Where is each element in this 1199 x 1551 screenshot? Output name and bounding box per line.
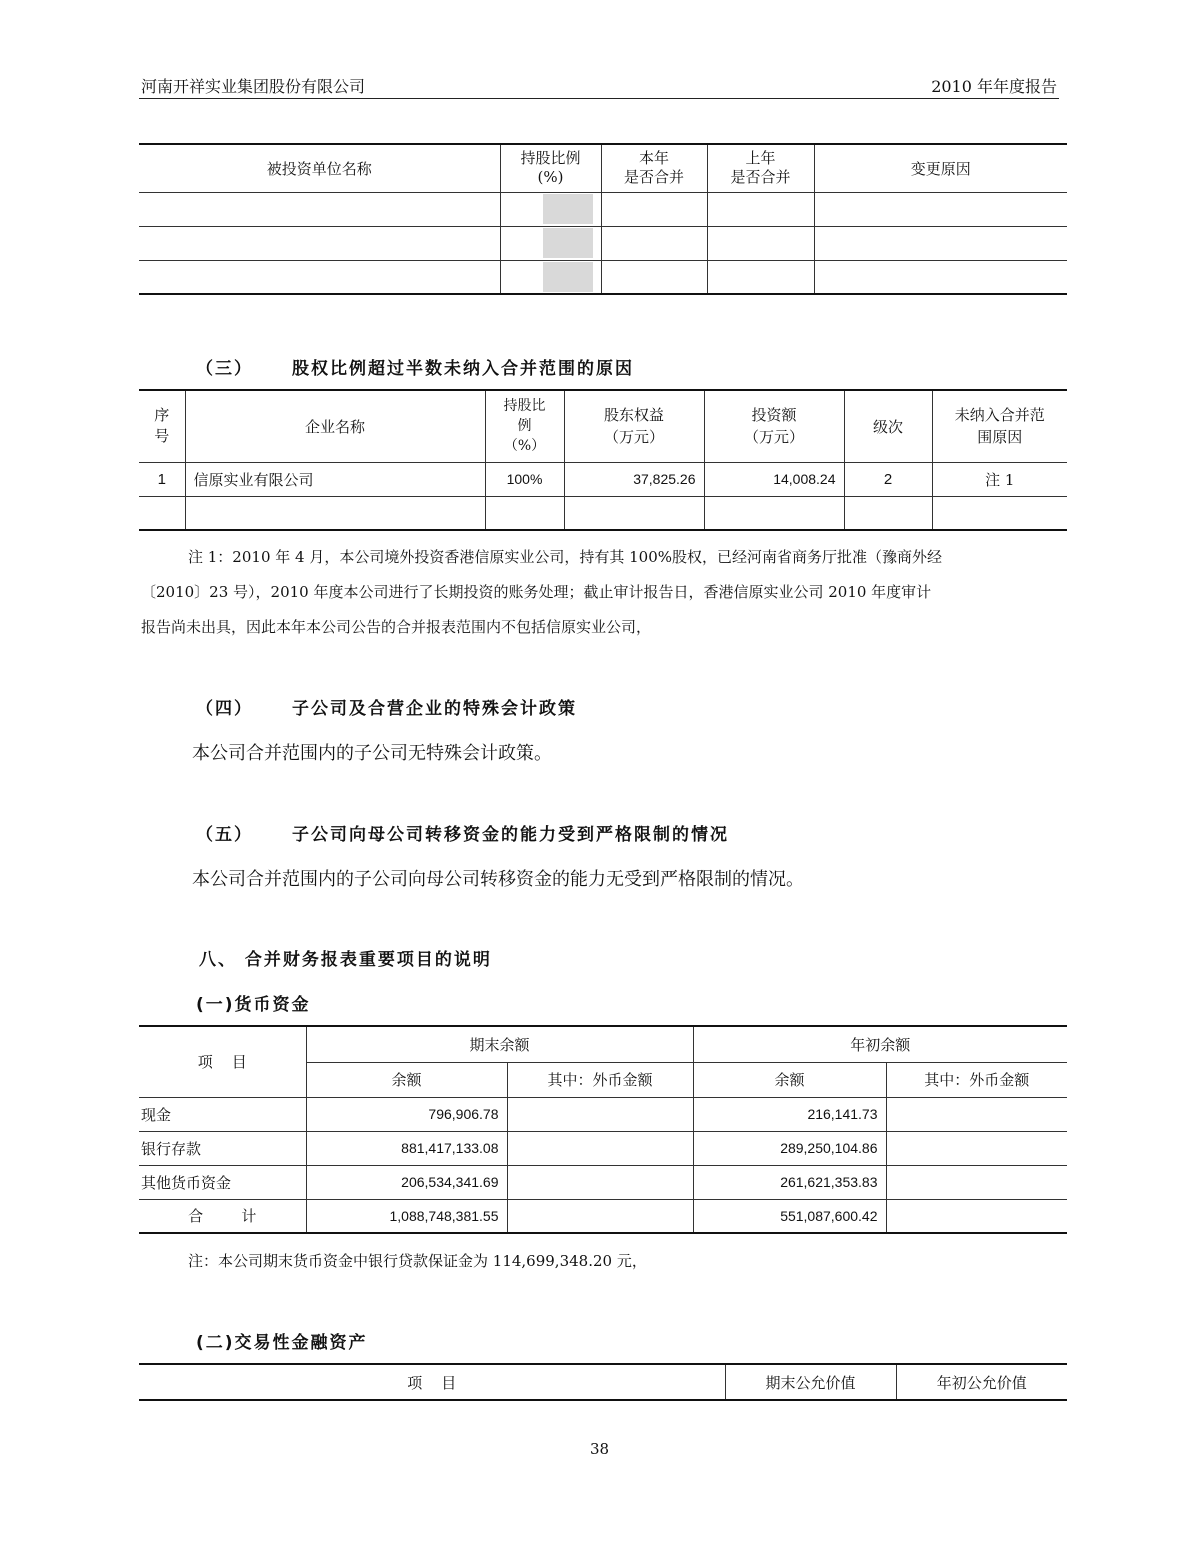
cash-table <box>139 1025 1067 1234</box>
header-divider <box>139 98 1059 99</box>
note1-line2: 〔2010〕23 号），2010 年度本公司进行了长期投资的账务处理；截止审计报告日，香港信原实业公司 2010 年度审计 <box>141 583 932 601</box>
table-row <box>139 496 1067 530</box>
table-row <box>139 1131 1067 1165</box>
cell-level: 2 <box>844 462 932 496</box>
col-header-this-year: 本年 是否合并 <box>601 144 707 192</box>
header-report-title: 2010 年年度报告 <box>931 77 1057 96</box>
shaded-cell <box>543 228 593 258</box>
col-header-begin-balance: 余额 <box>693 1062 886 1097</box>
col-header-reason: 变更原因 <box>814 144 1067 192</box>
cash-note: 注：本公司期末货币资金中银行贷款保证金为 114,699,348.20 元， <box>188 1252 647 1270</box>
table-row <box>139 462 1067 496</box>
col-header-item: 项 目 <box>139 1364 725 1400</box>
note1-line3: 报告尚未出具，因此本年本公司公告的合并报表范围内不包括信原实业公司， <box>141 618 652 636</box>
section8-sub1-title: (一)货币资金 <box>196 995 311 1015</box>
cell-begin-balance: 289,250,104.86 <box>693 1131 886 1165</box>
section3-number: （三） <box>196 359 253 379</box>
table-row-total <box>139 1199 1067 1233</box>
col-header-ratio: 持股比 例 （%） <box>485 390 564 462</box>
cell-equity: 37,825.26 <box>564 462 704 496</box>
section5-number: （五） <box>196 825 253 845</box>
section4-title: 子公司及合营企业的特殊会计政策 <box>292 699 577 719</box>
cell-seq: 1 <box>139 462 185 496</box>
table-row <box>139 226 1067 260</box>
col-header-investment: 投资额 （万元） <box>704 390 844 462</box>
cell-end-balance: 881,417,133.08 <box>306 1131 507 1165</box>
table-row <box>139 260 1067 294</box>
cell-item: 其他货币资金 <box>139 1165 306 1199</box>
col-header-last-year: 上年 是否合并 <box>707 144 814 192</box>
section8-title: 八、 合并财务报表重要项目的说明 <box>199 950 492 970</box>
cell-end-balance: 1,088,748,381.55 <box>306 1199 507 1233</box>
cell-item: 银行存款 <box>139 1131 306 1165</box>
cell-end-foreign <box>507 1131 693 1165</box>
section5-text: 本公司合并范围内的子公司向母公司转移资金的能力无受到严格限制的情况。 <box>192 869 804 890</box>
col-header-level: 级次 <box>844 390 932 462</box>
col-header-period-end: 期末余额 <box>306 1026 693 1062</box>
cell-begin-foreign <box>886 1165 1067 1199</box>
page-number: 38 <box>589 1440 610 1458</box>
cell-end-foreign <box>507 1199 693 1233</box>
table-row <box>139 192 1067 226</box>
section4-text: 本公司合并范围内的子公司无特殊会计政策。 <box>192 743 552 764</box>
col-header-ratio: 持股比例 (%) <box>500 144 601 192</box>
cell-begin-balance: 551,087,600.42 <box>693 1199 886 1233</box>
cell-end-balance: 206,534,341.69 <box>306 1165 507 1199</box>
investee-table <box>139 143 1067 295</box>
cell-begin-foreign <box>886 1097 1067 1131</box>
col-header-seq: 序 号 <box>139 390 185 462</box>
col-header-investee: 被投资单位名称 <box>139 144 500 192</box>
cell-item-total: 合 计 <box>139 1199 306 1233</box>
trading-assets-table <box>139 1363 1067 1401</box>
section8-sub2-title: (二)交易性金融资产 <box>196 1333 368 1353</box>
section3-title: 股权比例超过半数未纳入合并范围的原因 <box>292 359 634 379</box>
col-header-item: 项 目 <box>139 1026 306 1097</box>
section5-title: 子公司向母公司转移资金的能力受到严格限制的情况 <box>292 825 729 845</box>
cell-end-foreign <box>507 1165 693 1199</box>
table-row <box>139 1097 1067 1131</box>
cell-begin-balance: 216,141.73 <box>693 1097 886 1131</box>
col-header-company: 企业名称 <box>185 390 485 462</box>
cell-reason: 注 1 <box>932 462 1067 496</box>
unconsolidated-table <box>139 389 1067 531</box>
col-header-period-begin: 年初余额 <box>693 1026 1067 1062</box>
section4-number: （四） <box>196 699 253 719</box>
header-company: 河南开祥实业集团股份有限公司 <box>141 77 366 96</box>
cell-item: 现金 <box>139 1097 306 1131</box>
table-row <box>139 1165 1067 1199</box>
cell-company: 信原实业有限公司 <box>185 462 485 496</box>
col-header-reason: 未纳入合并范 围原因 <box>932 390 1067 462</box>
cell-end-balance: 796,906.78 <box>306 1097 507 1131</box>
col-header-begin-foreign: 其中：外币金额 <box>886 1062 1067 1097</box>
shaded-cell <box>543 262 593 292</box>
col-header-end-fair-value: 期末公允价值 <box>725 1364 896 1400</box>
cell-begin-foreign <box>886 1131 1067 1165</box>
cell-end-foreign <box>507 1097 693 1131</box>
shaded-cell <box>543 194 593 224</box>
col-header-end-foreign: 其中：外币金额 <box>507 1062 693 1097</box>
cell-begin-foreign <box>886 1199 1067 1233</box>
cell-begin-balance: 261,621,353.83 <box>693 1165 886 1199</box>
cell-investment: 14,008.24 <box>704 462 844 496</box>
col-header-end-balance: 余额 <box>306 1062 507 1097</box>
note1-line1: 注 1：2010 年 4 月，本公司境外投资香港信原实业公司，持有其 100%股权，已经河南省商务厅批准（豫商外经 <box>188 548 942 566</box>
col-header-equity: 股东权益 （万元） <box>564 390 704 462</box>
cell-ratio: 100% <box>485 462 564 496</box>
col-header-begin-fair-value: 年初公允价值 <box>896 1364 1067 1400</box>
